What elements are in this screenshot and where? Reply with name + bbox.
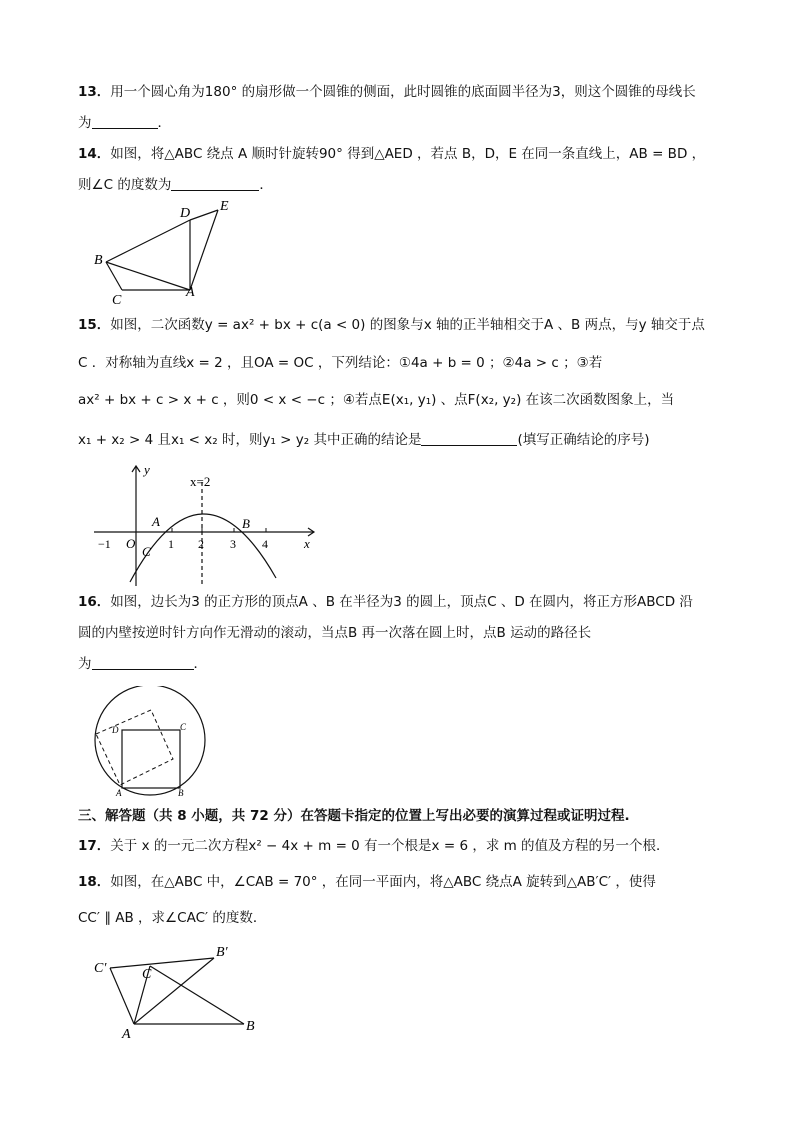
q18-label-b-prime: B′ <box>216 945 228 960</box>
q15-tick-1: 1 <box>168 537 174 551</box>
q16-text-3a: 为 <box>78 656 92 672</box>
q15-line4 <box>78 430 650 450</box>
q14-label-b: B <box>94 253 103 268</box>
q14-label-d: D <box>180 206 191 221</box>
q15-tick-2: 2 <box>198 537 204 551</box>
q16-text-1: 如图，边长为3 的正方形的顶点A 、B 在半径为3 的圆上，顶点C 、D 在圆内，将正方形ABCD 沿 <box>110 594 693 610</box>
q13-text-2a: 为 <box>78 115 92 131</box>
q14-number: 14． <box>78 146 111 162</box>
q14-line2 <box>78 175 273 195</box>
q15-axis-label: x=2 <box>190 474 211 489</box>
q16-label-a: A <box>116 788 122 798</box>
q15-label-b: B <box>242 516 250 531</box>
q18-label-c-prime: C′ <box>94 961 107 976</box>
q16-figure <box>90 686 212 798</box>
q14-label-a: A <box>186 285 195 300</box>
q13-line1 <box>78 82 696 102</box>
q14-figure <box>86 196 246 306</box>
q14-line1 <box>78 144 705 164</box>
q18-text-1: 如图，在△ABC 中，∠CAB = 70° ，在同一平面内，将△ABC 绕点A 旋转到△AB′C′ ，使得 <box>110 874 656 890</box>
q15-answer-blank[interactable] <box>421 431 517 446</box>
q18-number: 18． <box>78 874 111 890</box>
q13-line2 <box>78 113 171 133</box>
q15-text-4a: x₁ + x₂ > 4 且x₁ < x₂ 时，则y₁ > y₂ 其中正确的结论是 <box>78 432 422 448</box>
q15-text-1: 如图，二次函数y = ax² + bx + c(a < 0) 的图象与x 轴的正半轴相交于A 、B 两点，与y 轴交于点 <box>110 317 705 333</box>
q16-line3 <box>78 654 207 674</box>
q16-line1 <box>78 592 693 612</box>
q15-text-4b: (填写正确结论的序号) <box>517 432 650 448</box>
q14-label-c: C <box>112 293 122 306</box>
q16-text-2: 圆的内壁按逆时针方向作无滑动的滚动，当点B 再一次落在圆上时，点B 运动的路径长 <box>78 625 592 641</box>
q15-tick-4: 4 <box>262 537 268 551</box>
q14-label-e: E <box>220 199 229 214</box>
q17-line1 <box>78 836 670 856</box>
q15-line3 <box>78 390 674 410</box>
q16-answer-blank[interactable] <box>92 655 194 670</box>
q17-text: 关于 x 的一元二次方程x² − 4x + m = 0 有一个根是x = 6 ，求 m 的值及方程的另一个根． <box>110 838 670 854</box>
q15-label-c: C <box>142 544 151 559</box>
q13-number: 13． <box>78 84 111 100</box>
q14-text-2b: ． <box>259 177 273 193</box>
q16-text-3b: ． <box>193 656 207 672</box>
q15-text-3: ax² + bx + c > x + c ，则0 < x < −c ；④若点E(x₁, y₁) 、点F(x₂, y₂) 在该二次函数图象上，当 <box>78 392 675 408</box>
q18-text-2: CC′ ∥ AB ，求∠CAC′ 的度数． <box>78 910 267 926</box>
q16-number: 16． <box>78 594 111 610</box>
q17-number: 17． <box>78 838 111 854</box>
section-heading: 三、解答题（共 8 小题，共 72 分）在答题卡指定的位置上写出必要的演算过程或证明过程. <box>78 808 630 824</box>
q16-line2 <box>78 623 591 643</box>
q15-tick-neg1: −1 <box>98 537 111 551</box>
q18-label-c: C <box>142 967 152 982</box>
q18-label-a: A <box>122 1027 131 1042</box>
q18-label-b: B <box>246 1019 255 1034</box>
q18-figure <box>90 940 270 1044</box>
q18-line1 <box>78 872 656 892</box>
q15-tick-3: 3 <box>230 537 236 551</box>
q15-number: 15． <box>78 317 111 333</box>
q13-answer-blank[interactable] <box>92 114 158 129</box>
q18-line2 <box>78 908 266 928</box>
q15-label-a: A <box>152 514 160 529</box>
q15-y-label: y <box>144 462 150 477</box>
q13-text: 用一个圆心角为180° 的扇形做一个圆锥的侧面，此时圆锥的底面圆半径为3，则这个圆锥的母线长 <box>110 84 696 100</box>
q16-label-b: B <box>178 788 184 798</box>
q16-label-d: D <box>112 725 119 735</box>
q15-line1 <box>78 315 705 335</box>
q16-label-c: C <box>180 722 187 732</box>
q15-x-label: x <box>304 536 310 551</box>
q15-line2 <box>78 353 602 373</box>
q15-label-o: O <box>126 536 136 551</box>
q15-graph <box>92 460 322 588</box>
q13-text-2b: ． <box>157 115 171 131</box>
q14-text-2a: 则∠C 的度数为 <box>78 177 172 193</box>
q14-text: 如图，将△ABC 绕点 A 顺时针旋转90° 得到△AED ，若点 B，D，E 在同一条直线上，AB = BD ， <box>110 146 706 162</box>
q14-answer-blank[interactable] <box>171 176 259 191</box>
q15-text-2: C ．对称轴为直线x = 2 ，且OA = OC ，下列结论：①4a + b = 0 ；②4a > c ；③若 <box>78 355 603 371</box>
